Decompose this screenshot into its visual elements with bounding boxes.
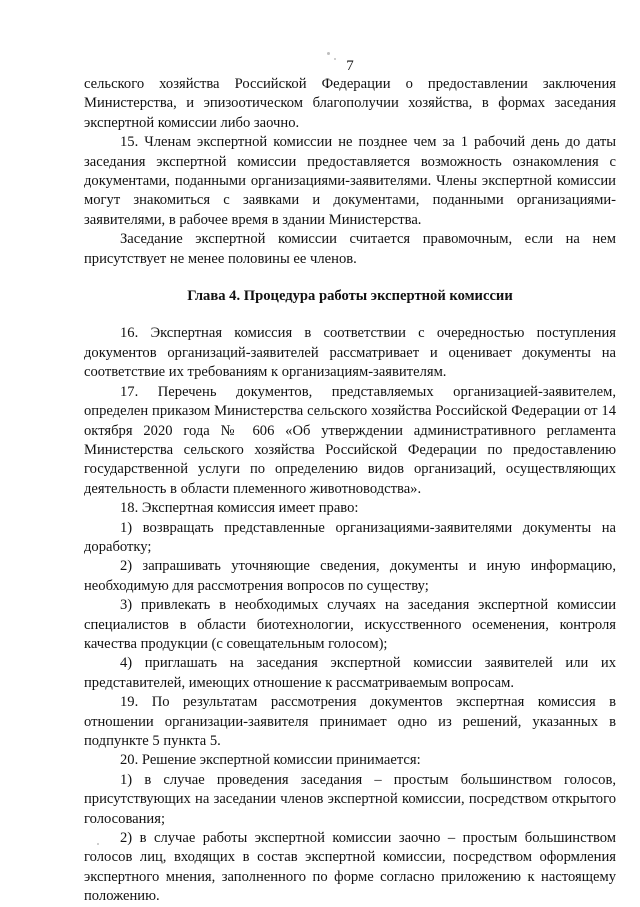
paragraph: 20. Решение экспертной комиссии принимается: xyxy=(120,752,421,769)
page-number: 7 xyxy=(346,58,354,74)
document-body xyxy=(84,75,616,907)
paragraph: сельского хозяйства Российской Федерации о предоставлении заключения Министерства, и эпизоотическом благополучии хозяйства, в формах заседания экспертной комиссии либо заочно. xyxy=(84,76,616,131)
scan-speck xyxy=(327,52,330,55)
scan-speck xyxy=(334,58,336,60)
list-item: 2) в случае работы экспертной комиссии заочно – простым большинством голосов лиц, входящих в состав экспертной комиссии, посредством оформления экспертного мнения, заполненного по форме согласно приложению к настоящему положению. xyxy=(84,830,616,905)
list-item: 1) в случае проведения заседания – простым большинством голосов, присутствующих на заседании членов экспертной комиссии, посредством открытого голосования; xyxy=(84,771,616,827)
list-item: 3) привлекать в необходимых случаях на заседания экспертной комиссии специалистов в области биотехнологии, искусственного осеменения, контроля качества продукции (с совещательным голосом); xyxy=(84,597,616,652)
chapter-heading: Глава 4. Процедура работы экспертной комиссии xyxy=(187,288,513,305)
paragraph: 18. Экспертная комиссия имеет право: xyxy=(120,500,359,517)
paragraph: 15. Членам экспертной комиссии не позднее чем за 1 рабочий день до даты заседания экспертной комиссии предоставляется возможность ознакомления с документами, поданными организациями-заявителями. Члены экспертной комиссии могут знакомиться с заявками и документами, поданными организациями-заявителями, в рабочее время в здании Министерства. xyxy=(84,134,616,228)
list-item: 1) возвращать представленные организациями-заявителями документы на доработку; xyxy=(84,519,616,555)
list-item: 2) запрашивать уточняющие сведения, документы и иную информацию, необходимую для рассмотрения вопросов по существу; xyxy=(84,558,616,594)
paragraph: 17. Перечень документов, представляемых организацией-заявителем, определен приказом Министерства сельского хозяйства Российской Федерации от 14 октября 2020 года № 606 «Об утверждении административного регламента Министерства сельского хозяйства Российской Федерации по предоставлению государственной услуги по определению видов организаций, осуществляющих деятельность в области племенного животноводства». xyxy=(84,383,616,497)
paragraph: Заседание экспертной комиссии считается правомочным, если на нем присутствует не менее половины ее членов. xyxy=(84,231,616,267)
paragraph: 16. Экспертная комиссия в соответствии с очередностью поступления документов организаций-заявителей рассматривает и оценивает документы на соответствие их требованиям к организациям-заявителям. xyxy=(84,325,616,381)
paragraph: 19. По результатам рассмотрения документов экспертная комиссия в отношении организации-заявителя принимает одно из решений, указанных в подпункте 5 пункта 5. xyxy=(84,694,616,749)
list-item: 4) приглашать на заседания экспертной комиссии заявителей или их представителей, имеющих отношение к рассматриваемым вопросам. xyxy=(84,655,616,691)
